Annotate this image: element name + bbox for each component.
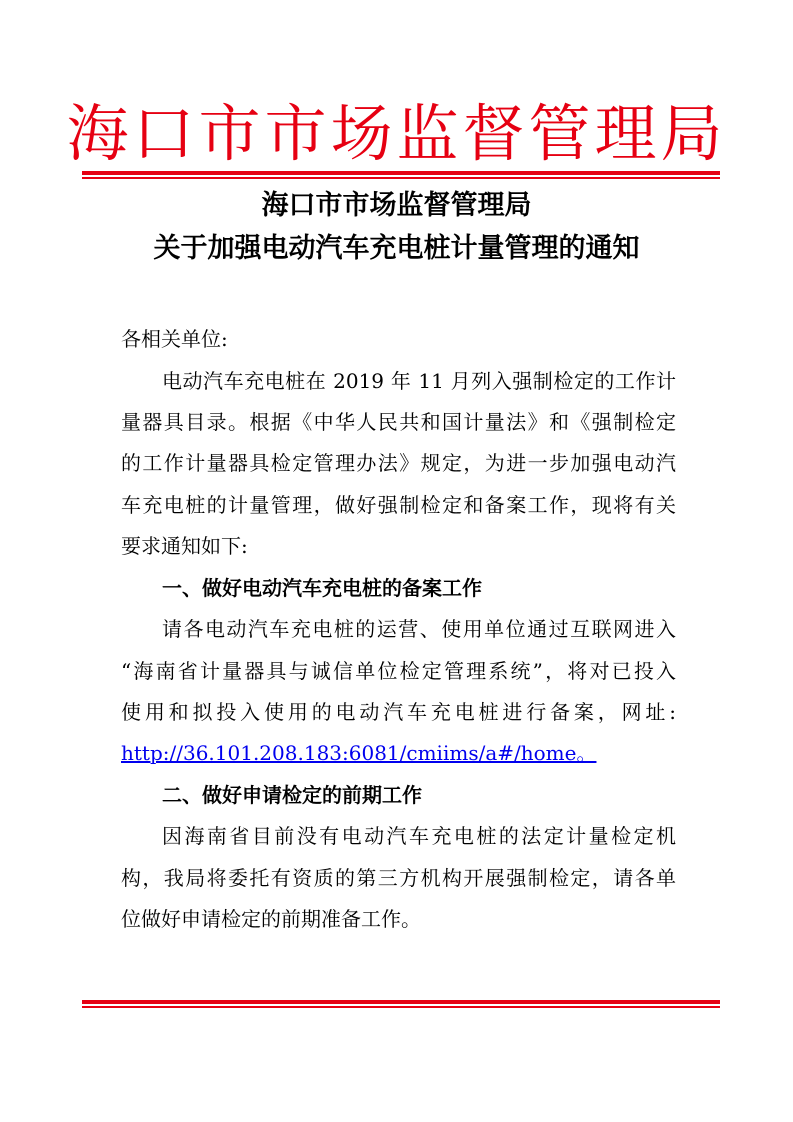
registration-system-link[interactable]: http://36.101.208.183:6081/cmiims/a#/home。: [121, 741, 597, 765]
salutation: 各相关单位:: [121, 327, 228, 351]
section-1-line-3: 使用和拟投入使用的电动汽车充电桩进行备案，网址:: [121, 700, 676, 724]
document-title-line-2: 关于加强电动汽车充电桩计量管理的通知: [153, 233, 640, 264]
masthead-title: 海口市市场监督管理局: [66, 97, 727, 170]
section-1-heading: 一、做好电动汽车充电桩的备案工作: [162, 576, 482, 600]
section-2-heading: 二、做好申请检定的前期工作: [162, 783, 422, 807]
intro-line-2: 量器具目录。根据《中华人民共和国计量法》和《强制检定: [121, 410, 676, 434]
intro-line-4: 车充电桩的计量管理，做好强制检定和备案工作，现将有关: [121, 493, 676, 517]
masthead-divider: [82, 171, 720, 179]
intro-line-1: 电动汽车充电桩在 2019 年 11 月列入强制检定的工作计: [162, 369, 676, 393]
section-2-line-3: 位做好申请检定的前期准备工作。: [121, 907, 421, 931]
section-2-line-1: 因海南省目前没有电动汽车充电桩的法定计量检定机: [162, 824, 676, 848]
section-2-line-2: 构，我局将委托有资质的第三方机构开展强制检定，请各单: [121, 866, 676, 890]
document-title-line-1: 海口市市场监督管理局: [261, 190, 532, 221]
intro-line-3: 的工作计量器具检定管理办法》规定，为进一步加强电动汽: [121, 451, 676, 475]
section-1-line-1: 请各电动汽车充电桩的运营、使用单位通过互联网进入: [162, 617, 676, 641]
footer-divider: [82, 1000, 720, 1008]
intro-line-5: 要求通知如下:: [121, 534, 248, 558]
section-1-line-2: “海南省计量器具与诚信单位检定管理系统”，将对已投入: [121, 659, 676, 683]
